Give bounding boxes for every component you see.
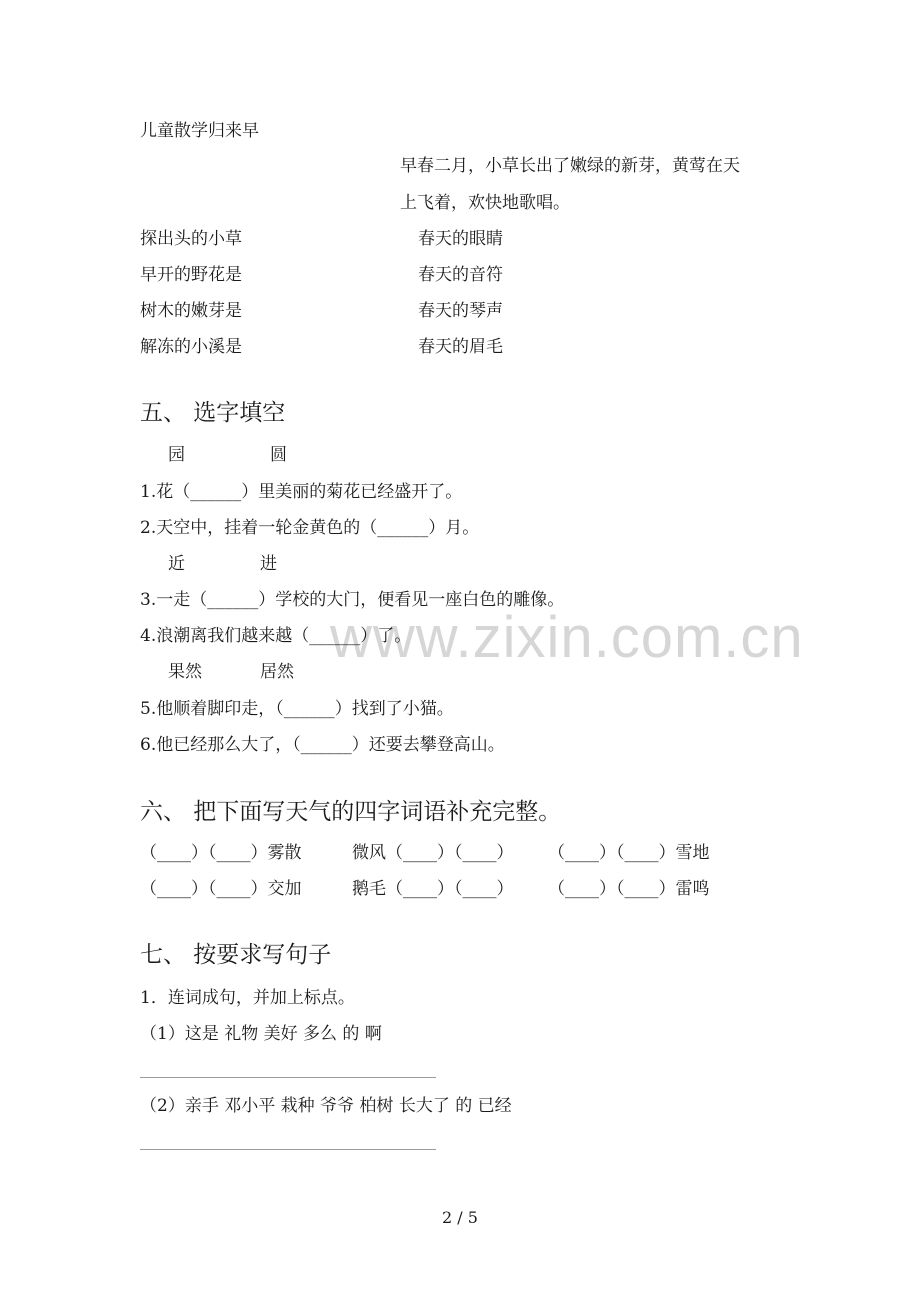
choice-word: 果然 — [168, 662, 202, 682]
match-right-item: 春天的眼睛 — [418, 229, 503, 249]
match-left-item: 树木的嫩芽是 — [140, 301, 242, 321]
poem-title: 儿童散学归来早 — [140, 121, 259, 141]
choice-word: 圆 — [270, 445, 287, 465]
idiom-blank: 鹅毛（____）（____） — [352, 879, 514, 899]
idiom-blank: （____）（____）雪地 — [548, 843, 710, 863]
match-left-item: 早开的野花是 — [140, 265, 242, 285]
question-6: 6.他已经那么大了，（______）还要去攀登高山。 — [140, 735, 505, 755]
answer-line — [140, 1149, 436, 1150]
section-5-heading: 五、 选字填空 — [140, 400, 286, 426]
question-5: 5.他顺着脚印走，（______）找到了小猫。 — [140, 699, 454, 719]
match-left-item: 探出头的小草 — [140, 229, 242, 249]
choice-word: 居然 — [260, 662, 294, 682]
section-6-heading: 六、 把下面写天气的四字词语补充完整。 — [140, 799, 562, 825]
sentence-1-words: （1）这是 礼物 美好 多么 的 啊 — [140, 1024, 382, 1044]
choice-word: 园 — [168, 445, 185, 465]
question-3: 3.一走（______）学校的大门，便看见一座白色的雕像。 — [140, 590, 565, 610]
question-2: 2.天空中，挂着一轮金黄色的（______）月。 — [140, 518, 480, 538]
match-right-item: 春天的眉毛 — [418, 337, 503, 357]
watermark: www.zixin.com.cn — [330, 605, 804, 670]
choice-word: 近 — [168, 554, 185, 574]
answer-line — [140, 1077, 436, 1078]
poem-description-line-1: 早春二月，小草长出了嫩绿的新芽，黄莺在天 — [400, 156, 740, 176]
idiom-blank: （____）（____）雷鸣 — [548, 879, 710, 899]
idiom-blank: 微风（____）（____） — [352, 843, 514, 863]
page-number: 2 / 5 — [442, 1208, 478, 1227]
idiom-blank: （____）（____）雾散 — [140, 843, 302, 863]
question-4: 4.浪潮离我们越来越（______）了。 — [140, 626, 412, 646]
idiom-blank: （____）（____）交加 — [140, 879, 302, 899]
instruction: 1．连词成句，并加上标点。 — [140, 988, 355, 1008]
match-right-item: 春天的琴声 — [418, 301, 503, 321]
match-right-item: 春天的音符 — [418, 265, 503, 285]
question-1: 1.花（______）里美丽的菊花已经盛开了。 — [140, 482, 463, 502]
poem-description-line-2: 上飞着，欢快地歌唱。 — [400, 193, 570, 213]
section-7-heading: 七、 按要求写句子 — [140, 942, 332, 968]
choice-word: 进 — [260, 554, 277, 574]
match-left-item: 解冻的小溪是 — [140, 337, 242, 357]
sentence-2-words: （2）亲手 邓小平 栽种 爷爷 柏树 长大了 的 已经 — [140, 1096, 512, 1116]
